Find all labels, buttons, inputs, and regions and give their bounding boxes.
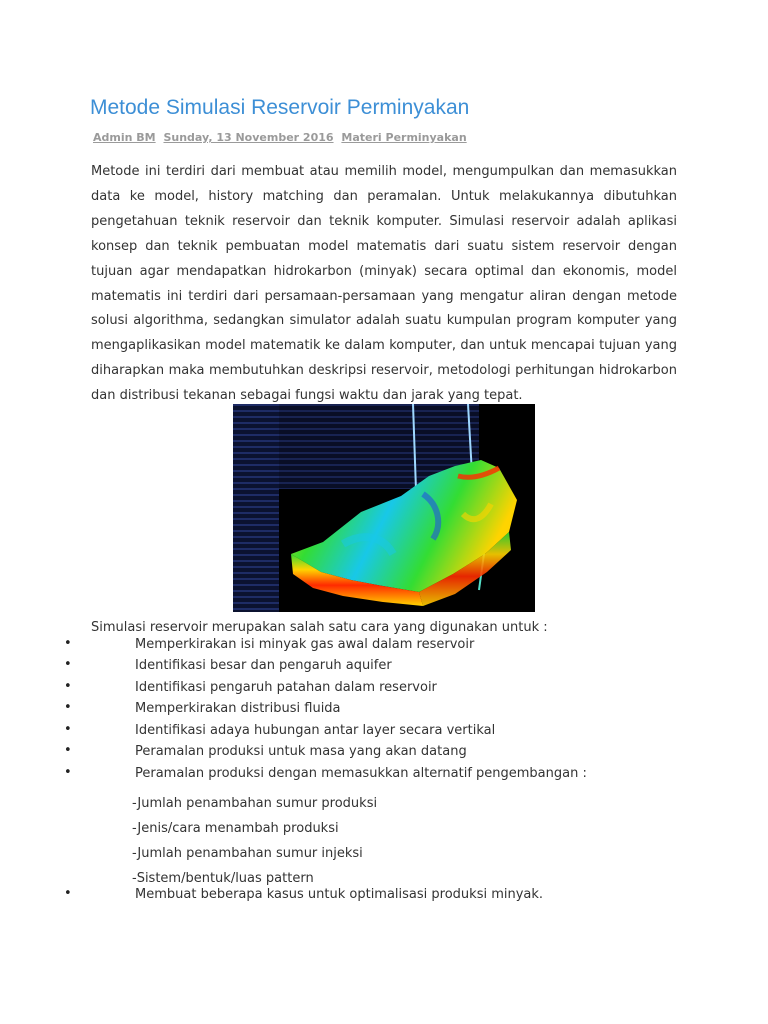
list-item [0,637,700,657]
date-link[interactable]: Sunday, 13 November 2016 [163,131,334,144]
bullet-icon: • [64,657,72,672]
list-item-text: Identifikasi pengaruh patahan dalam reservoir [135,680,437,695]
reservoir-model-image [233,404,535,612]
list-item-text: Peramalan produksi dengan memasukkan alternatif pengembangan : [135,766,587,781]
article-title: Metode Simulasi Reservoir Perminyakan [90,96,470,119]
category-link[interactable]: Materi Perminyakan [341,131,467,144]
list-item-text: Peramalan produksi untuk masa yang akan datang [135,744,467,759]
list-item-text: Identifikasi adaya hubungan antar layer secara vertikal [135,723,496,738]
list-item-text: Membuat beberapa kasus untuk optimalisasi produksi minyak. [135,887,544,902]
article-paragraph: Metode ini terdiri dari membuat atau memilih model, mengumpulkan dan memasukkan data ke model, history matching dan peramalan. Untuk melakukannya dibutuhkan pengetahuan teknik reservoir dan teknik komputer. Simulasi reservoir adalah aplikasi konsep dan teknik pembuatan model matematis dari suatu sistem reservoir dengan tujuan agar mendapatkan hidrokarbon (minyak) secara optimal dan ekonomis, model matematis ini terdiri dari persamaan-persamaan yang mengatur aliran dengan metode solusi algorithma, sedangkan simulator adalah suatu kumpulan program komputer yang mengaplikasikan model matematik ke dalam komputer, dan untuk mencapai tujuan yang diharapkan maka membutuhkan deskripsi reservoir, metodologi perhitungan hidrokarbon dan distribusi tekanan sebagai fungsi waktu dan jarak yang tepat. [91,164,677,404]
bullet-icon: • [64,679,72,694]
bullet-icon: • [64,636,72,651]
list-item [0,701,700,721]
list-item [0,766,700,786]
list-item [0,680,700,700]
bullet-icon: • [64,765,72,780]
list-item [0,887,700,907]
sub-list-item: -Sistem/bentuk/luas pattern [132,871,314,886]
bullet-icon: • [64,700,72,715]
post-meta [93,131,471,144]
list-item-text: Memperkirakan distribusi fluida [135,701,341,716]
list-item [0,723,700,743]
list-item [0,744,700,764]
list-item-text: Identifikasi besar dan pengaruh aquifer [135,658,392,673]
list-item [0,658,700,678]
sub-list-item: -Jenis/cara menambah produksi [132,821,339,836]
sub-list-item: -Jumlah penambahan sumur produksi [132,796,378,811]
reservoir-model-graphic [233,404,535,612]
bullet-icon: • [64,722,72,737]
bullet-icon: • [64,743,72,758]
list-item-text: Memperkirakan isi minyak gas awal dalam reservoir [135,637,475,652]
author-link[interactable]: Admin BM [93,131,156,144]
list-intro: Simulasi reservoir merupakan salah satu cara yang digunakan untuk : [91,620,548,635]
sub-list-item: -Jumlah penambahan sumur injeksi [132,846,363,861]
bullet-icon: • [64,886,72,901]
